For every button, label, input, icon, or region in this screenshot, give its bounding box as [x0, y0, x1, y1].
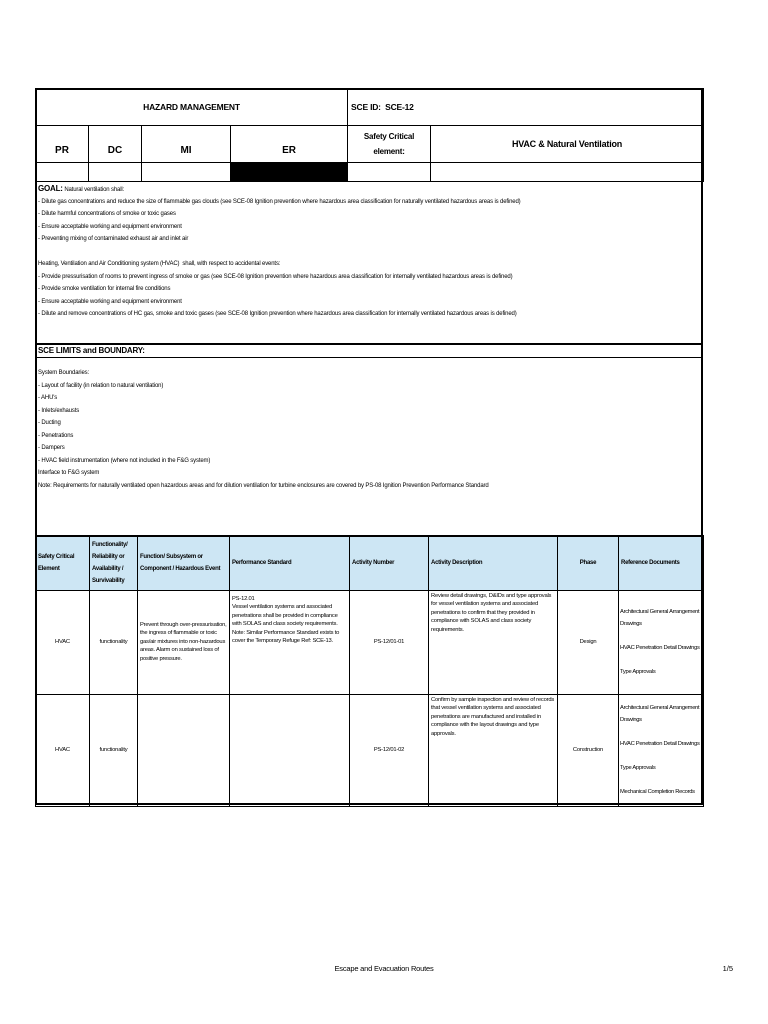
reference-document: Architectural General Arrangement Drawings	[620, 705, 700, 723]
cell-performance-standard	[230, 590, 350, 694]
blank-line	[38, 246, 703, 259]
header-phase: Phase	[558, 536, 619, 590]
header-performance-standard: Performance Standard	[230, 536, 350, 590]
page-number: 1/5	[722, 964, 733, 973]
boundary-note: Note: Requirements for naturally ventilated open hazardous areas and for dilution ventilation for turbine enclosures are covered by PS-08 Ignition Prevention Performance Standard	[38, 482, 489, 489]
interface-line: Interface to F&G system	[38, 470, 100, 476]
hvac-item: - Provide pressurisation of rooms to prevent ingress of smoke or gas (see SCE-08 Ignition prevention where hazardous area classification for internally ventilated hazardous areas is defined)	[38, 273, 513, 280]
table-header-row	[36, 536, 704, 590]
dc-column-label: DC	[89, 126, 142, 163]
boundary-item: - AHU's	[38, 395, 58, 401]
hvac-item: - Ensure acceptable working and equipment environment	[38, 298, 182, 305]
cell-activity-description: Review detail drawings, D&IDs and type approvals for vessel ventilation systems and associated penetrations to confirm that they provided in compliance with SOLAS and class society requirements.	[429, 590, 558, 694]
goal-item: - Ensure acceptable working and equipment environment	[38, 223, 182, 230]
footer-title: Escape and Evacuation Routes	[334, 964, 434, 973]
reference-document: HVAC Penetration Detail Drawings	[620, 645, 700, 651]
pr-column-label: PR	[36, 126, 89, 163]
header-safety-critical-element: Safety Critical Element	[36, 536, 90, 590]
cell-functionality: functionality	[90, 694, 138, 806]
header-reference-documents: Reference Documents	[619, 536, 704, 590]
cell-function: Prevent through over-pressurisation, the ingress of flammable or toxic gas/air mixtures into non-hazardous areas. Alarm on sustained loss of positive pressure.	[138, 590, 230, 694]
goal-item: - Dilute harmful concentrations of smoke or toxic gases	[38, 211, 176, 217]
goal-item: - Dilute gas concentrations and reduce the size of flammable gas clouds (see SCE-08 Ignition prevention where hazardous area classification for naturally ventilated hazardous areas is defined)	[38, 198, 521, 205]
cell-functionality: functionality	[90, 590, 138, 694]
header-activity-description: Activity Description	[429, 536, 558, 590]
reference-document: Architectural General Arrangement Drawings	[620, 609, 700, 627]
performance-standard-note: Note: Similar Performance Standard exists to cover the Temporary Refuge Ref: SCE-13.	[232, 629, 340, 644]
reference-document: Type Approvals	[620, 765, 656, 771]
reference-document: Mechanical Completion Records	[620, 789, 695, 795]
goal-label: GOAL:	[38, 184, 63, 193]
boundary-item: - Layout of facility (in relation to natural ventilation)	[38, 382, 164, 389]
reference-document: Type Approvals	[620, 669, 656, 675]
limits-heading: SCE LIMITS and BOUNDARY:	[35, 343, 703, 357]
safety-critical-element-value: HVAC & Natural Ventilation	[431, 126, 704, 163]
cell-phase: Design	[558, 590, 619, 694]
hvac-item: - Dilute and remove concentrations of HC gas, smoke and toxic gases (see SCE-08 Ignition prevention where hazardous area classification for internally ventilated hazardous areas is defined)	[38, 311, 517, 317]
cell-activity-number: PS-12/01-02	[350, 694, 429, 806]
performance-standard-id: PS-12.01	[232, 595, 255, 602]
cell-performance-standard	[230, 694, 350, 806]
safety-critical-element-label: Safety Critical element:	[348, 126, 431, 163]
boundary-section	[35, 357, 703, 535]
er-column-label: ER	[231, 126, 348, 163]
cell-activity-number: PS-12/01-01	[350, 590, 429, 694]
performance-standard-text: Vessel ventilation systems and associated penetrations shall be provided in compliance with SOLAS and class society requirements.	[232, 604, 338, 627]
boundary-item: - Ducting	[38, 420, 61, 426]
cell-reference-documents	[619, 590, 704, 694]
hvac-intro: Heating, Ventilation and Air Conditioning system (HVAC) shall, with respect to accidental events:	[38, 261, 281, 267]
header-functionality: Functionality/ Reliability or Availability / Survivability	[90, 536, 138, 590]
boundary-item: - HVAC field instrumentation (where not included in the F&G system)	[38, 457, 211, 464]
system-boundaries-label: System Boundaries:	[38, 370, 89, 376]
cell-function	[138, 694, 230, 806]
goal-item: - Preventing mixing of contaminated exhaust air and inlet air	[38, 236, 189, 242]
element-value-blank-cell	[431, 163, 704, 182]
header-activity-number: Activity Number	[350, 536, 429, 590]
reference-document: HVAC Penetration Detail Drawings	[620, 741, 700, 747]
table-row	[36, 694, 704, 806]
boundary-item: - Dampers	[38, 445, 65, 451]
cell-reference-documents	[619, 694, 704, 806]
cell-activity-description: Confirm by sample inspection and review of records that vessel ventilation systems and associated penetrations are manufactured and installed in compliance with the layout drawings and type approvals.	[429, 694, 558, 806]
status-row	[36, 163, 704, 182]
cell-element: HVAC	[36, 590, 90, 694]
dc-status-cell	[89, 163, 142, 182]
mi-status-cell	[142, 163, 231, 182]
header-table	[35, 88, 704, 182]
boundary-item: - Inlets/exhausts	[38, 407, 80, 414]
boundary-item: - Penetrations	[38, 432, 74, 439]
pr-status-cell	[36, 163, 89, 182]
er-status-cell	[231, 163, 348, 182]
cell-element: HVAC	[36, 694, 90, 806]
hvac-item: - Provide smoke ventilation for internal fire conditions	[38, 286, 171, 292]
sheet-title: HAZARD MANAGEMENT	[36, 89, 348, 126]
mi-column-label: MI	[142, 126, 231, 163]
element-row	[36, 126, 704, 163]
goal-intro-line	[38, 183, 703, 196]
hazard-management-sheet	[35, 88, 703, 805]
title-row	[36, 89, 704, 126]
activity-table	[35, 535, 704, 807]
header-function: Function/ Subsystem or Component / Hazardous Event	[138, 536, 230, 590]
sce-id: SCE ID: SCE-12	[348, 89, 704, 126]
goal-section	[35, 181, 703, 343]
table-row	[36, 590, 704, 694]
goal-intro: Natural ventilation shall:	[64, 187, 125, 193]
cell-phase: Construction	[558, 694, 619, 806]
element-label-blank-cell	[348, 163, 431, 182]
